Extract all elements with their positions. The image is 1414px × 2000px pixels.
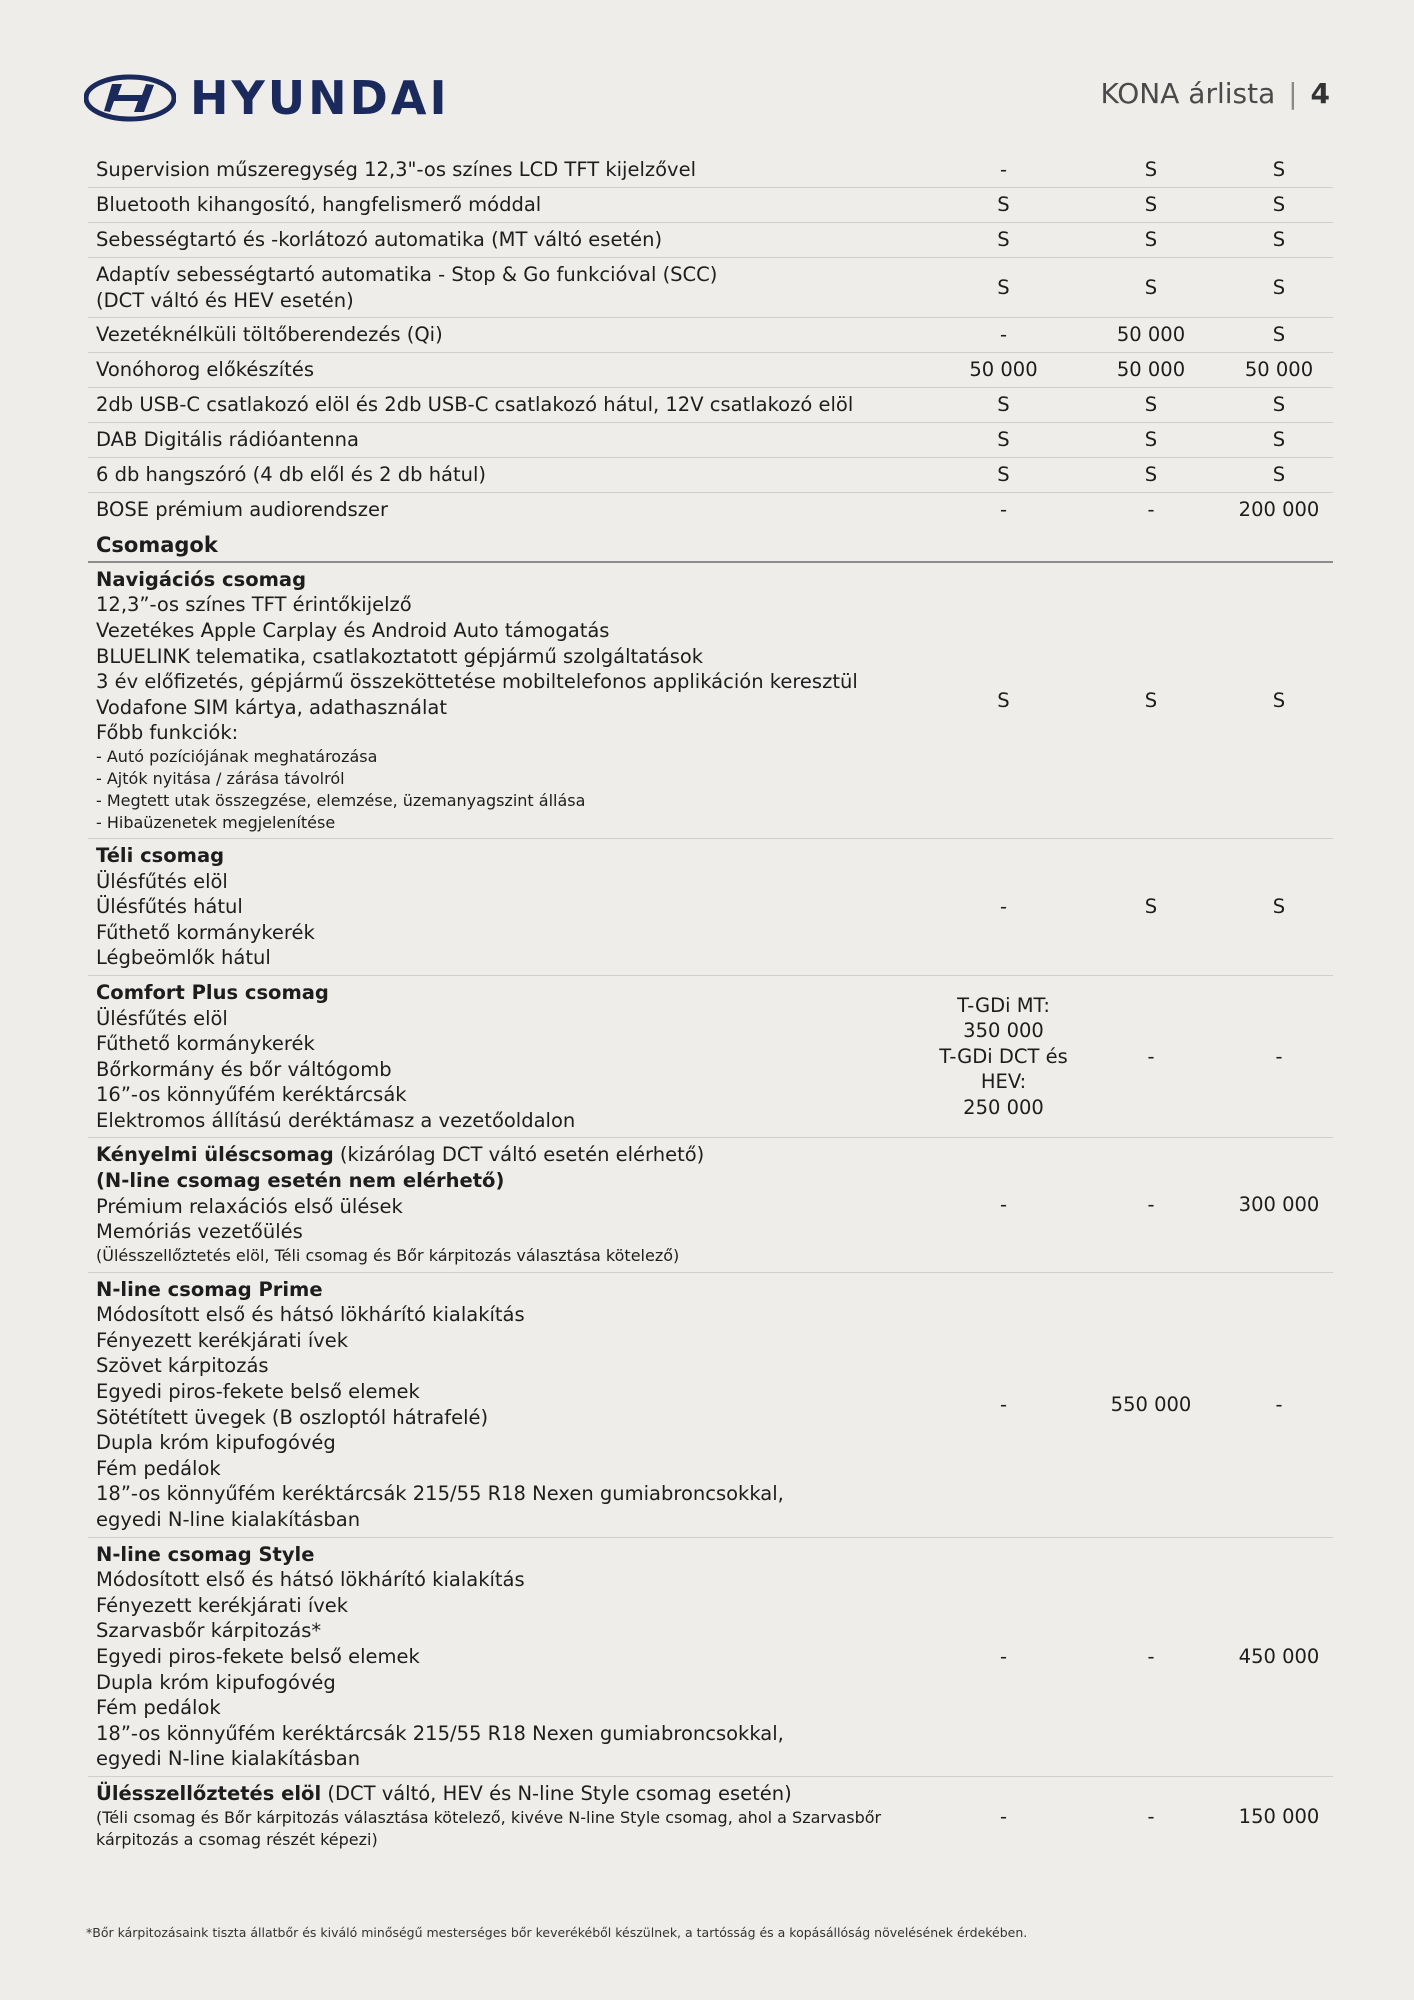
package-title: Comfort Plus csomag xyxy=(96,980,329,1004)
hyundai-logo xyxy=(84,71,450,125)
package-description xyxy=(88,838,930,975)
package-line: Memóriás vezetőülés xyxy=(96,1220,303,1244)
table-row xyxy=(88,388,1333,423)
feature-label: 2db USB-C csatlakozó elöl és 2db USB-C csatlakozó hátul, 12V csatlakozó elöl xyxy=(88,388,930,423)
table-row xyxy=(88,223,1333,258)
package-line: Szövet kárpitozás xyxy=(96,1354,269,1378)
package-line: 12,3”-os színes TFT érintőkijelző xyxy=(96,593,412,617)
package-line: Fűthető kormánykerék xyxy=(96,1032,315,1056)
value-cell: S xyxy=(1077,423,1225,458)
value-cell: S xyxy=(1077,153,1225,188)
value-cell: S xyxy=(1077,458,1225,493)
package-row xyxy=(88,838,1333,975)
package-subline: - Autó pozíciójának meghatározása xyxy=(96,746,378,766)
value-cell: S xyxy=(1077,562,1225,839)
value-line: HEV: xyxy=(980,1070,1027,1094)
feature-label: Bluetooth kihangosító, hangfelismerő móddal xyxy=(88,188,930,223)
package-subline: - Hibaüzenetek megjelenítése xyxy=(96,812,336,832)
section-title: Csomagok xyxy=(88,527,1333,562)
package-note: (Ülésszellőztetés elöl, Téli csomag és Bőr kárpitozás választása kötelező) xyxy=(96,1245,680,1265)
package-title: Téli csomag xyxy=(96,843,225,867)
value-cell: - xyxy=(1077,1537,1225,1776)
value-cell: S xyxy=(1077,223,1225,258)
feature-label: BOSE prémium audiorendszer xyxy=(96,498,388,522)
value-cell: 200 000 xyxy=(1238,498,1320,522)
table-row xyxy=(88,458,1333,493)
package-line: Dupla króm kipufogóvég xyxy=(96,1431,336,1455)
value-cell: S xyxy=(1225,318,1333,353)
document-title xyxy=(1100,77,1330,110)
package-subline: - Ajtók nyitása / zárása távolról xyxy=(96,768,345,788)
value-cell: S xyxy=(1077,388,1225,423)
package-note-bold: (N-line csomag esetén nem elérhető) xyxy=(96,1169,505,1193)
value-cell: - xyxy=(930,153,1077,188)
value-line: 350 000 xyxy=(963,1019,1044,1043)
package-description xyxy=(88,1537,930,1776)
value-cell: 550 000 xyxy=(1077,1272,1225,1537)
package-title: Navigációs csomag xyxy=(96,567,307,591)
package-line: Vezetékes Apple Carplay és Android Auto támogatás xyxy=(96,618,610,642)
package-line: 18”-os könnyűfém keréktárcsák 215/55 R18 Nexen gumiabroncsokkal, xyxy=(96,1482,784,1506)
table-row xyxy=(88,258,1333,318)
package-title: Kényelmi üléscsomag xyxy=(96,1143,334,1167)
value-line: T-GDi MT: xyxy=(957,993,1050,1017)
package-line: Fém pedálok xyxy=(96,1456,221,1480)
package-row xyxy=(88,1272,1333,1537)
package-row xyxy=(88,1138,1333,1272)
title-separator: | xyxy=(1288,77,1298,110)
package-line: egyedi N-line kialakításban xyxy=(96,1747,361,1771)
package-line: Bőrkormány és bőr váltógomb xyxy=(96,1057,392,1081)
table-row xyxy=(88,318,1333,353)
value-cell: - xyxy=(999,1804,1008,1828)
value-cell: - xyxy=(1077,975,1225,1138)
label-line: Adaptív sebességtartó automatika - Stop & Go funkcióval (SCC) xyxy=(96,263,718,286)
package-line: Ülésfűtés hátul xyxy=(96,895,243,919)
value-cell: S xyxy=(1225,562,1333,839)
table-row xyxy=(88,423,1333,458)
package-line: Szarvasbőr kárpitozás* xyxy=(96,1619,322,1643)
value-cell: S xyxy=(1225,153,1333,188)
package-description xyxy=(88,1272,930,1537)
package-line: BLUELINK telematika, csatlakoztatott gépjármű szolgáltatások xyxy=(96,644,704,668)
value-cell: - xyxy=(1225,1272,1333,1537)
package-description xyxy=(88,975,930,1138)
package-line: 3 év előfizetés, gépjármű összeköttetése mobiltelefonos applikáción keresztül xyxy=(96,670,858,694)
package-row xyxy=(88,562,1333,839)
package-line: 18”-os könnyűfém keréktárcsák 215/55 R18 Nexen gumiabroncsokkal, xyxy=(96,1721,784,1745)
package-line: Fényezett kerékjárati ívek xyxy=(96,1328,349,1352)
value-cell: S xyxy=(930,458,1077,493)
value-cell: 50 000 xyxy=(1225,353,1333,388)
value-cell: - xyxy=(1147,1804,1155,1828)
value-cell: - xyxy=(999,498,1008,522)
value-cell xyxy=(930,975,1077,1138)
value-cell: S xyxy=(930,223,1077,258)
page-header xyxy=(0,0,1414,160)
package-line: Módosított első és hátsó lökhárító kialakítás xyxy=(96,1568,525,1592)
package-line: Módosított első és hátsó lökhárító kialakítás xyxy=(96,1303,525,1327)
value-cell: 50 000 xyxy=(1077,353,1225,388)
package-line: egyedi N-line kialakításban xyxy=(96,1507,361,1531)
value-cell: S xyxy=(930,562,1077,839)
value-cell: S xyxy=(1225,838,1333,975)
package-line: 16”-os könnyűfém keréktárcsák xyxy=(96,1083,407,1107)
value-cell: S xyxy=(1077,188,1225,223)
value-cell: S xyxy=(1225,388,1333,423)
value-cell: - xyxy=(1147,498,1155,522)
package-line: Egyedi piros-fekete belső elemek xyxy=(96,1644,420,1668)
package-title-suffix: (DCT váltó, HEV és N-line Style csomag esetén) xyxy=(321,1781,792,1805)
package-title: N-line csomag Style xyxy=(96,1542,315,1566)
value-cell: - xyxy=(930,838,1077,975)
value-line: 250 000 xyxy=(963,1096,1044,1120)
package-line: Vodafone SIM kártya, adathasználat xyxy=(96,695,447,719)
value-cell: S xyxy=(1077,258,1225,318)
package-line: Fém pedálok xyxy=(96,1696,221,1720)
page-number: 4 xyxy=(1310,77,1330,110)
package-line: Főbb funkciók: xyxy=(96,721,239,745)
value-cell: S xyxy=(930,423,1077,458)
feature-label: Vonóhorog előkészítés xyxy=(88,353,930,388)
package-title: N-line csomag Prime xyxy=(96,1277,323,1301)
value-cell: 50 000 xyxy=(1077,318,1225,353)
package-line: Prémium relaxációs első ülések xyxy=(96,1194,403,1218)
package-title: Ülésszellőztetés elöl xyxy=(96,1781,322,1805)
value-cell: 450 000 xyxy=(1225,1537,1333,1776)
package-line: Sötétített üvegek (B oszloptól hátrafelé) xyxy=(96,1405,489,1429)
package-line: Légbeömlők hátul xyxy=(96,946,271,970)
package-note: (Téli csomag és Bőr kárpitozás választása kötelező, kivéve N-line Style csomag, ahol a Szarvasbőr xyxy=(96,1807,882,1827)
value-cell: - xyxy=(1225,975,1333,1138)
brand-wordmark: HYUNDAI xyxy=(190,71,450,125)
package-row xyxy=(88,975,1333,1138)
package-note: kárpitozás a csomag részét képezi) xyxy=(96,1830,378,1850)
feature-label xyxy=(88,258,930,318)
table-row xyxy=(88,153,1333,188)
feature-label: 6 db hangszóró (4 db elől és 2 db hátul) xyxy=(88,458,930,493)
value-cell: S xyxy=(1225,458,1333,493)
package-line: Egyedi piros-fekete belső elemek xyxy=(96,1380,420,1404)
value-cell: 300 000 xyxy=(1225,1138,1333,1272)
feature-label: DAB Digitális rádióantenna xyxy=(88,423,930,458)
value-cell: - xyxy=(930,1537,1077,1776)
package-line: Ülésfűtés elöl xyxy=(96,1006,228,1030)
package-description xyxy=(88,1776,930,1856)
section-header xyxy=(88,527,1333,562)
package-row xyxy=(88,1776,1333,1856)
package-line: Fényezett kerékjárati ívek xyxy=(96,1593,349,1617)
value-cell: - xyxy=(930,1272,1077,1537)
package-title-suffix: (kizárólag DCT váltó esetén elérhető) xyxy=(333,1143,705,1167)
package-line: Ülésfűtés elöl xyxy=(96,869,228,893)
package-row xyxy=(88,1537,1333,1776)
value-cell: - xyxy=(1077,1138,1225,1272)
value-cell: - xyxy=(930,1138,1077,1272)
value-cell: S xyxy=(1225,223,1333,258)
package-subline: - Megtett utak összegzése, elemzése, üzemanyagszint állása xyxy=(96,790,586,810)
label-line: (DCT váltó és HEV esetén) xyxy=(96,288,354,312)
value-cell: S xyxy=(1225,423,1333,458)
value-cell: S xyxy=(1225,188,1333,223)
value-cell: 150 000 xyxy=(1238,1804,1320,1828)
feature-label: Supervision műszeregység 12,3"-os színes LCD TFT kijelzővel xyxy=(88,153,930,188)
title-text: KONA árlista xyxy=(1100,77,1276,110)
value-cell: S xyxy=(930,258,1077,318)
feature-label: Vezetéknélküli töltőberendezés (Qi) xyxy=(88,318,930,353)
value-cell: S xyxy=(1225,258,1333,318)
value-cell: - xyxy=(930,318,1077,353)
package-line: Dupla króm kipufogóvég xyxy=(96,1670,336,1694)
footnote: *Bőr kárpitozásaink tiszta állatbőr és kiváló minőségű mesterséges bőr keverékéből készülnek, a tartósság és a kopásállóság növelésének érdekében. xyxy=(86,1925,1028,1940)
package-line: Elektromos állítású deréktámasz a vezetőoldalon xyxy=(96,1108,576,1132)
package-heading xyxy=(96,1781,922,1807)
value-cell: 50 000 xyxy=(930,353,1077,388)
hyundai-emblem-icon xyxy=(84,74,176,122)
value-line: T-GDi DCT és xyxy=(939,1044,1068,1068)
table-row xyxy=(88,188,1333,223)
value-cell: S xyxy=(930,188,1077,223)
table-row xyxy=(88,353,1333,388)
package-line: Fűthető kormánykerék xyxy=(96,920,315,944)
table-row xyxy=(88,493,1333,528)
package-description xyxy=(88,1138,930,1272)
package-heading xyxy=(96,1142,922,1168)
price-table xyxy=(88,153,1333,1856)
feature-label: Sebességtartó és -korlátozó automatika (MT váltó esetén) xyxy=(88,223,930,258)
package-description xyxy=(88,562,930,839)
value-cell: S xyxy=(930,388,1077,423)
value-cell: S xyxy=(1077,838,1225,975)
